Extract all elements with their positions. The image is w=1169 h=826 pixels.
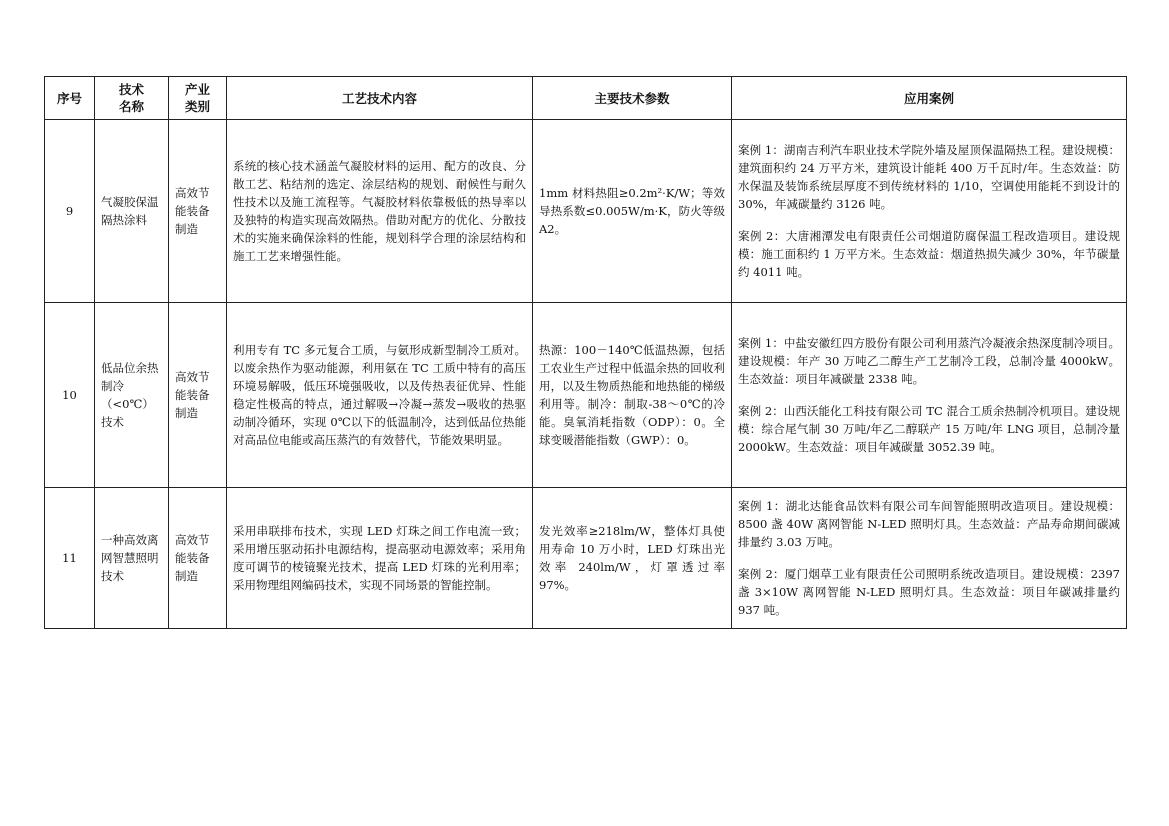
case-2: 案例 2：山西沃能化工科技有限公司 TC 混合工质余热制冷机项目。建设规模：综合尾气制 30 万吨/年乙二醇联产 15 万吨/年 LNG 项目，总制冷量 2000kW。生态效益：项目年减碳量 3052.39 吨。 [738, 404, 1120, 454]
row-seq: 11 [45, 488, 95, 629]
row-seq: 9 [45, 120, 95, 303]
row-seq: 10 [45, 303, 95, 488]
header-content: 工艺技术内容 [227, 77, 533, 120]
case-1: 案例 1：中盐安徽红四方股份有限公司利用蒸汽冷凝液余热深度制冷项目。建设规模：年产 30 万吨乙二醇生产工艺制冷工段，总制冷量 4000kW。生态效益：项目年减碳量 2338 吨。 [738, 336, 1120, 386]
header-category: 产业 类别 [169, 77, 227, 120]
row-tech-params: 1mm 材料热阻≥0.2m²·K/W；等效导热系数≤0.005W/m·K，防火等级 A2。 [533, 120, 732, 303]
case-1: 案例 1：湖北达能食品饮料有限公司车间智能照明改造项目。建设规模：8500 盏 40W 离网智能 N-LED 照明灯具。生态效益：产品寿命期间碳减排量约 3.03 万吨。 [738, 499, 1120, 549]
row-cases [732, 120, 1127, 303]
header-cases: 应用案例 [732, 77, 1127, 120]
table-row [45, 303, 1127, 488]
row-category: 高效节能装备制造 [169, 303, 227, 488]
header-name: 技术 名称 [95, 77, 169, 120]
table-row [45, 120, 1127, 303]
row-tech-params: 热源：100－140℃低温热源，包括工农业生产过程中低温余热的回收利用，以及生物质热能和地热能的梯级利用等。制冷：制取-38～0℃的冷能。臭氧消耗指数（ODP）：0。全球变暖潜能指数（GWP）：0。 [533, 303, 732, 488]
header-row [45, 77, 1127, 120]
case-2: 案例 2：大唐湘潭发电有限责任公司烟道防腐保温工程改造项目。建设规模：施工面积约 1 万平方米。生态效益：烟道热损失减少 30%，年节碳量约 4011 吨。 [738, 229, 1120, 279]
row-process-content: 系统的核心技术涵盖气凝胶材料的运用、配方的改良、分散工艺、粘结剂的选定、涂层结构的规划、耐候性与耐久性技术以及施工流程等。气凝胶材料依靠极低的热导率以及独特的构造实现高效隔热。借助对配方的优化、分散技术的实施来确保涂料的性能，规划科学合理的涂层结构和施工工艺来增强性能。 [227, 120, 533, 303]
row-cases [732, 488, 1127, 629]
row-category: 高效节能装备制造 [169, 120, 227, 303]
header-seq: 序号 [45, 77, 95, 120]
row-process-content: 采用串联排布技术，实现 LED 灯珠之间工作电流一致；采用增压驱动拓扑电源结构，提高驱动电源效率；采用角度可调节的棱镜聚光技术，提高 LED 灯珠的光利用率；采用物理组网编码技术，实现不同场景的智能控制。 [227, 488, 533, 629]
table-row [45, 488, 1127, 629]
case-2: 案例 2：厦门烟草工业有限责任公司照明系统改造项目。建设规模：2397 盏 3×10W 离网智能 N-LED 照明灯具。生态效益：项目年碳减排量约 937 吨。 [738, 567, 1120, 617]
row-tech-params: 发光效率≥218lm/W，整体灯具使用寿命 10 万小时，LED 灯珠出光效率 240lm/W，灯罩透过率 97%。 [533, 488, 732, 629]
row-tech-name: 低品位余热制冷（<0℃）技术 [95, 303, 169, 488]
row-tech-name: 气凝胶保温隔热涂料 [95, 120, 169, 303]
technology-table [44, 76, 1127, 629]
row-process-content: 利用专有 TC 多元复合工质，与氨形成新型制冷工质对。以废余热作为驱动能源，利用氨在 TC 工质中特有的高压环境易解吸，低压环境强吸收，以及传热表征优异、性能稳定性极高的特点，通过解吸→冷凝→蒸发→吸收的热驱动制冷循环，实现 0℃以下的低温制冷，达到低品位热能对高品位电能或高压蒸汽的有效替代，节能效果明显。 [227, 303, 533, 488]
row-category: 高效节能装备制造 [169, 488, 227, 629]
row-tech-name: 一种高效离网智慧照明技术 [95, 488, 169, 629]
case-1: 案例 1：湖南吉利汽车职业技术学院外墙及屋顶保温隔热工程。建设规模：建筑面积约 24 万平方米，建筑设计能耗 400 万千瓦时/年。生态效益：防水保温及装饰系统层厚度不到传统材料的 1/10，空调使用能耗不到设计的 30%，年减碳量约 3126 吨。 [738, 143, 1120, 211]
header-params: 主要技术参数 [533, 77, 732, 120]
row-cases [732, 303, 1127, 488]
